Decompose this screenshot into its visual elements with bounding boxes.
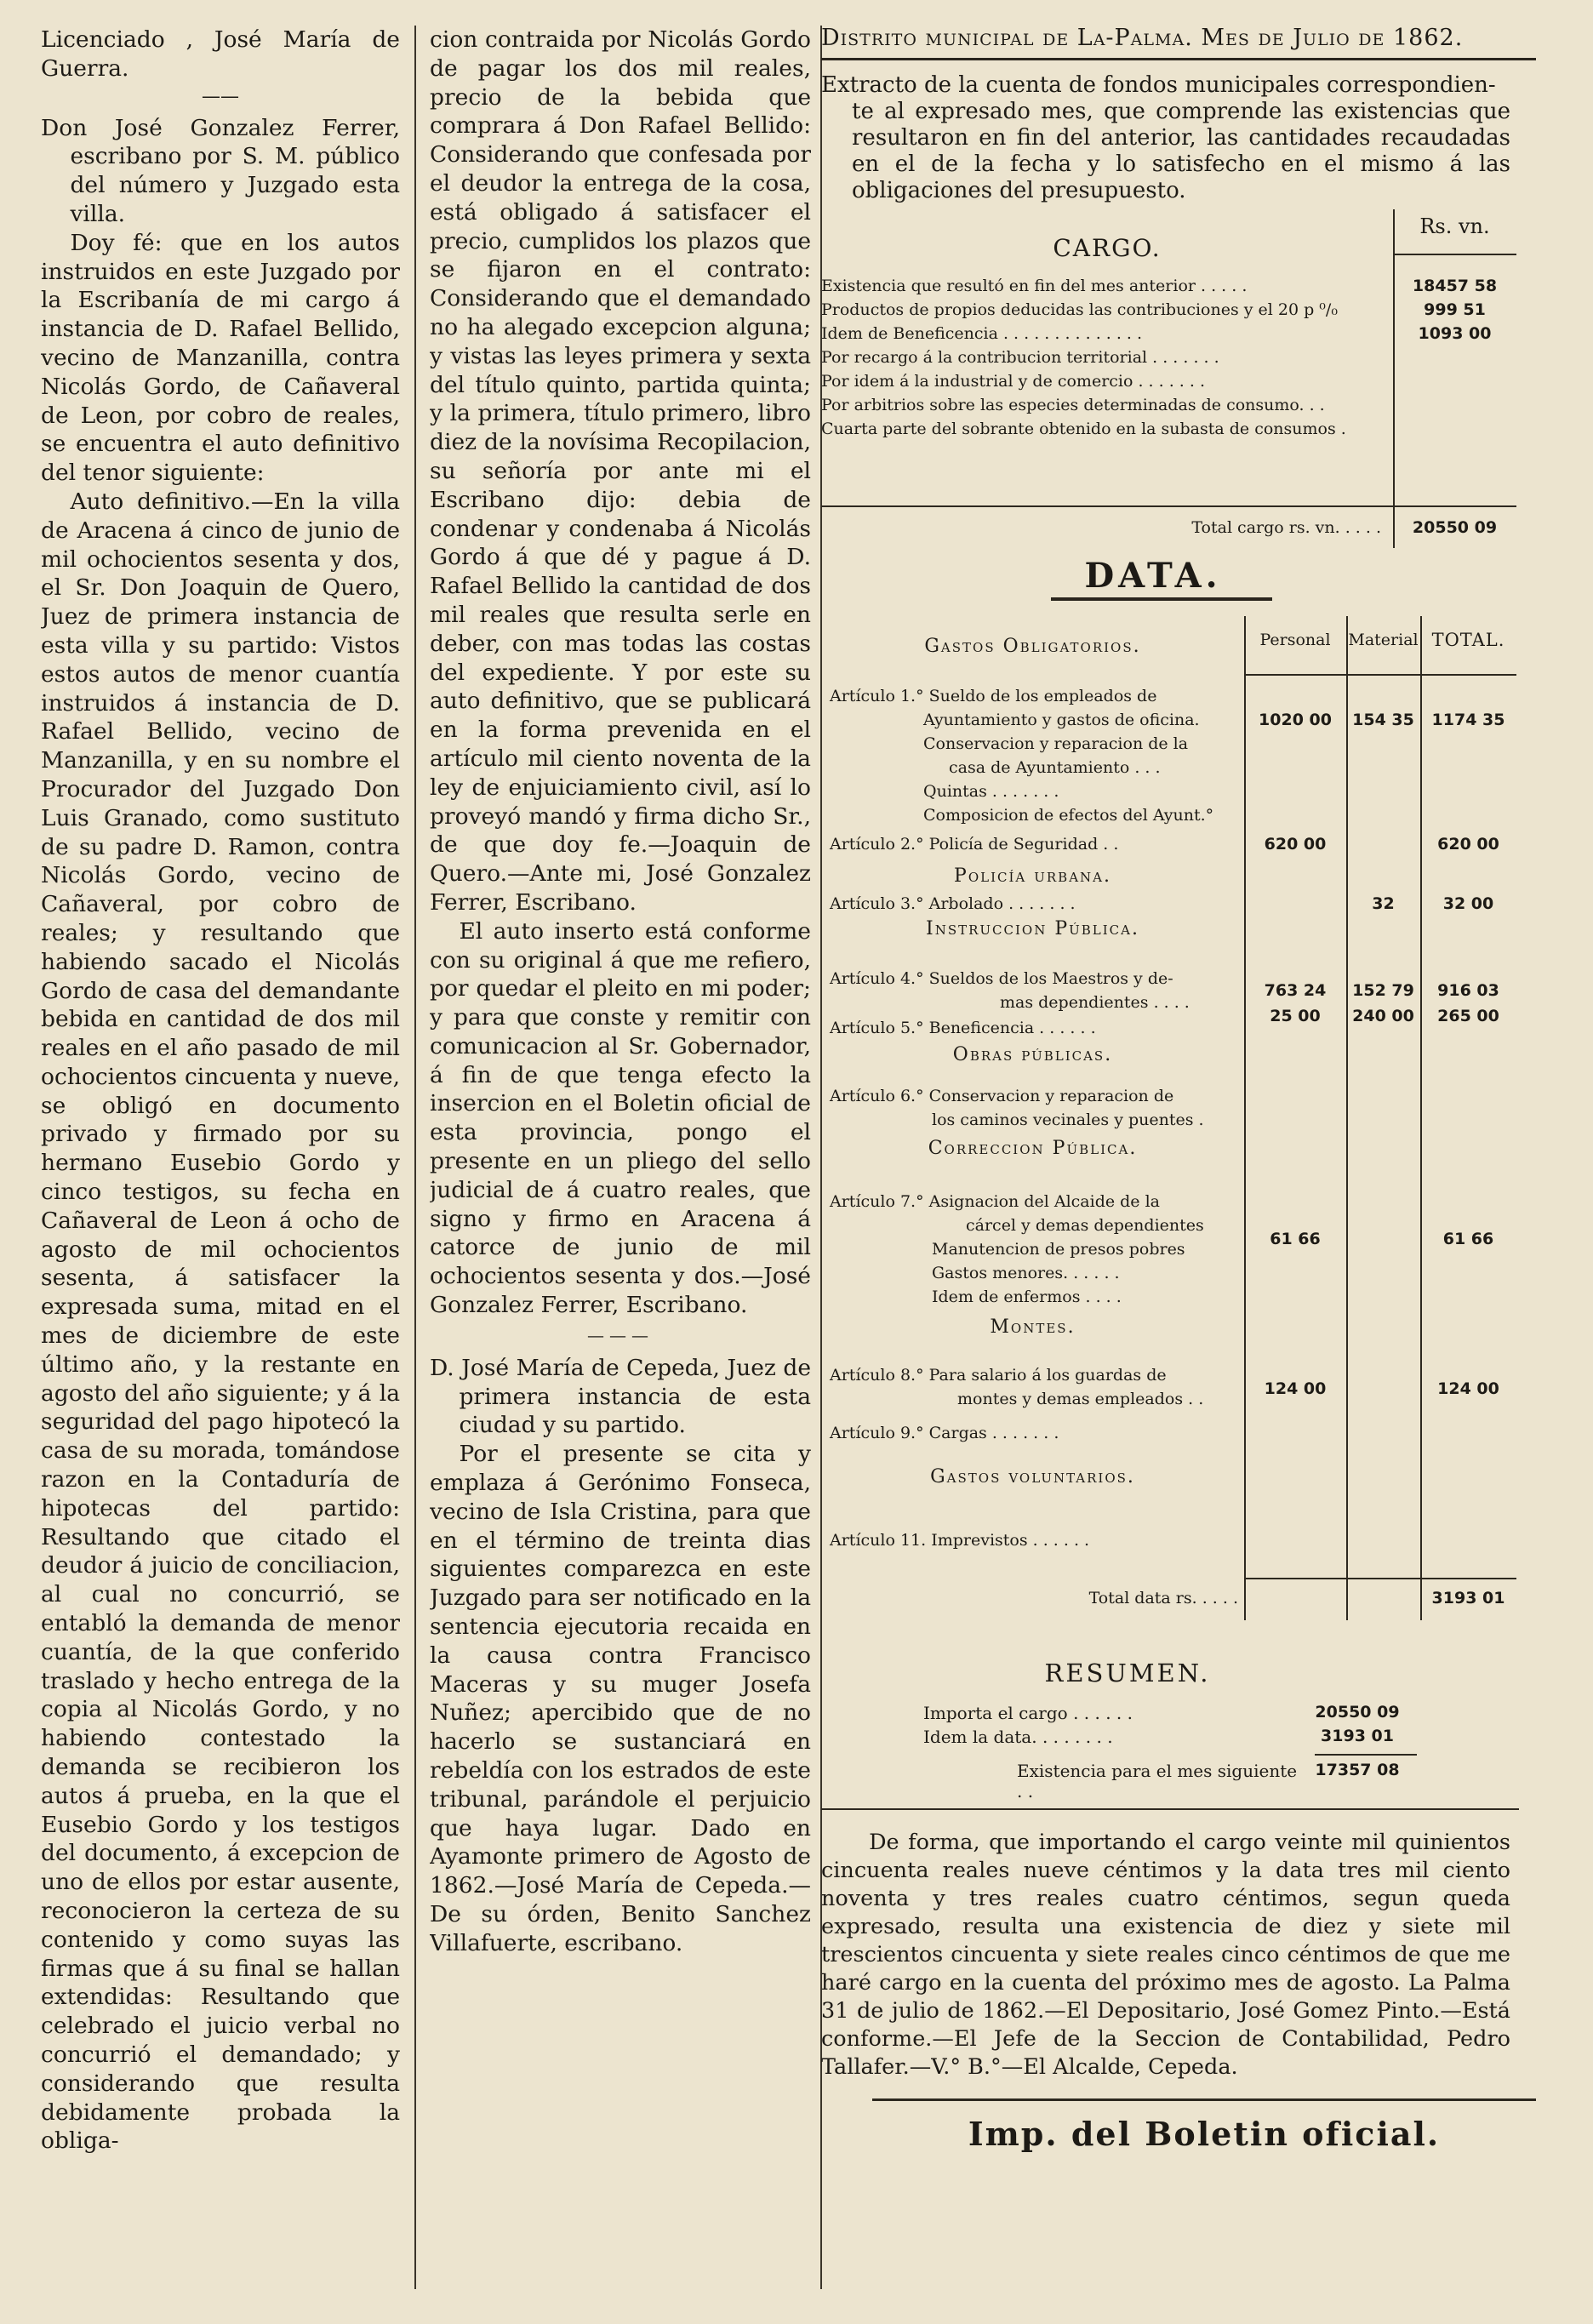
article-4 (830, 967, 1242, 1014)
article-1-total: 1174 35 (1431, 711, 1505, 729)
article-2-personal: 620 00 (1264, 835, 1327, 854)
article-5-total: 265 00 (1437, 1007, 1499, 1025)
resumen-existencia-label: Existencia para el mes siguiente . . (1017, 1761, 1298, 1802)
left-column (41, 26, 400, 2306)
article-3-total: 32 00 (1442, 894, 1494, 913)
article-7-total: 61 66 (1442, 1230, 1494, 1248)
notice-heading-rest: escribano por S. M. público del número y Juzgado esta villa. (70, 143, 400, 227)
paragraph-auto-inserto: El auto inserto está conforme con su original á que me refiero, por quedar el pleito en mi poder; y para que conste y remitir con comunicacion al Sr. Gobernador, á fin de que tenga efecto la insercion en el Boletin oficial de esta provincia, pongo el presente en un pliego del sello judicial de á cuatro reales, que signo y firmo en Aracena á catorce de junio de mil ochocientos sesenta y dos.—José Gonzalez Ferrer, Escribano. (430, 917, 811, 1319)
article-1 (830, 684, 1242, 827)
article-1-line1: Artículo 1.° Sueldo de los empleados de (830, 687, 1157, 705)
article-6-line1: Artículo 6.° Conservacion y reparacion de (830, 1087, 1174, 1105)
article-7-line3: Manutencion de presos pobres (932, 1240, 1185, 1259)
material-heading: Material (1348, 631, 1419, 649)
title-rule (1051, 597, 1272, 601)
article-11: Artículo 11. Imprevistos . . . . . . (830, 1531, 1090, 1550)
intro-rest: te al expresado mes, que comprende las existencias que resultaron en fin del anterior, las cantidades recaudadas en el de la fecha y lo satisfecho en el mismo á las obligaciones del presupuesto. (852, 99, 1510, 203)
resumen-existencia-value: 17357 08 (1315, 1761, 1400, 1779)
cargo-row-desc: Por arbitrios sobre las especies determinadas de consumo. . . (821, 396, 1325, 414)
cargo-row-desc: Por recargo á la contribucion territorial . . . . . . . (821, 348, 1219, 367)
account-intro (821, 72, 1510, 204)
montes-heading: Montes. (990, 1316, 1076, 1338)
instruccion-publica-heading: Instruccion Pública. (926, 918, 1139, 939)
data-total-value: 3193 01 (1431, 1589, 1505, 1607)
article-1-line6: Composicion de efectos del Ayunt.° (923, 806, 1214, 825)
article-8-line1: Artículo 8.° Para salario á los guardas de (830, 1366, 1167, 1385)
article-5-personal: 25 00 (1270, 1007, 1321, 1025)
cargo-row (821, 393, 1516, 417)
article-3: Artículo 3.° Arbolado . . . . . . . (830, 894, 1076, 913)
cargo-row-desc: Cuarta parte del sobrante obtenido en la subasta de consumos . (821, 420, 1346, 438)
right-column (821, 24, 1553, 2304)
article-8-personal: 124 00 (1264, 1379, 1327, 1398)
article-8 (830, 1363, 1242, 1411)
closing-paragraph: De forma, que importando el cargo veinte mil quinientos cincuenta reales nueve céntimos y la data tres mil ciento noventa y tres reales cuatro céntimos, segun queda expresado, resulta una existencia de diez y siete mil trescientos cincuenta y siete reales cinco céntimos de que me haré cargo en la cuenta del próximo mes de agosto. La Palma 31 de julio de 1862.—El Depositario, José Gomez Pinto.—Está conforme.—El Jefe de la Seccion de Contabilidad, Pedro Tallafer.—V.° B.°—El Alcalde, Cepeda. (821, 1830, 1510, 2080)
middle-column (430, 26, 811, 2306)
article-4-material: 152 79 (1352, 981, 1414, 1000)
cargo-total-value: 20550 09 (1412, 518, 1498, 537)
article-7-line1: Artículo 7.° Asignacion del Alcaide de la (830, 1192, 1160, 1211)
intro-first-line: Extracto de la cuenta de fondos municipales correspondien- (821, 72, 1496, 98)
cargo-row (821, 298, 1516, 322)
article-7-line5: Idem de enfermos . . . . (932, 1288, 1122, 1306)
resumen-title: RESUMEN. (1044, 1659, 1211, 1687)
section-rule (821, 1808, 1519, 1810)
resumen-rule (1315, 1754, 1417, 1756)
article-1-line2: Ayuntamiento y gastos de oficina. (923, 711, 1200, 729)
personal-heading: Personal (1259, 631, 1331, 649)
notice-heading-rest: Juez de primera instancia de esta ciudad y su partido. (459, 1354, 811, 1439)
article-8-total: 124 00 (1437, 1379, 1499, 1398)
cargo-column-head: Rs. vn. (1419, 214, 1490, 238)
imprint: Imp. del Boletin oficial. (968, 2115, 1441, 2153)
notice-heading-first: Don José Gonzalez Ferrer, (41, 114, 400, 141)
policia-urbana-heading: Policía urbana. (954, 865, 1111, 887)
correccion-publica-heading: Correccion Pública. (928, 1138, 1138, 1159)
paragraph-continuation: cion contraida por Nicolás Gordo de pagar los dos mil reales, precio de la bebida que comprara á Don Rafael Bellido: Considerando que confesada por el deudor la entrega de la cosa, está obligado á satisfacer el precio, cumplidos los plazos que se fijaron en el contrato: Considerando que el demandado no ha alegado excepcion alguna; y vistas las leyes primera y sexta del título quinto, partida quinta; y la primera, título primero, libro diez de la novísima Recopilacion, su señoría por ante mi el Escribano dijo: debia de condenar y condenaba á Nicolás Gordo á que dé y pague á D. Rafael Bellido la cantidad de dos mil reales que resulta serle en deber, con mas todas las costas del expediente. Y por este su auto definitivo, que se publicará en la forma prevenida en el artículo mil ciento noventa de la ley de enjuiciamiento civil, así lo proveyó mandó y firma dicho Sr., de que doy fe.—Joaquin de Quero.—Ante mi, José Gonzalez Ferrer, Escribano. (430, 26, 811, 916)
article-7 (830, 1190, 1242, 1309)
article-7-line4: Gastos menores. . . . . . (932, 1264, 1120, 1282)
obras-publicas-heading: Obras públicas. (952, 1044, 1113, 1065)
cargo-rows (821, 274, 1516, 441)
resumen-data-value: 3193 01 (1321, 1727, 1394, 1745)
paragraph-auto-definitivo: Auto definitivo.—En la villa de Aracena á cinco de junio de mil ochocientos sesenta y dos, el Sr. Don Joaquin de Quero, Juez de primera instancia de esta villa y su partido: Vistos estos autos de menor cuantía instruidos á instancia de D. Rafael Bellido, vecino de Manzanilla, y en su nombre el Procurador del Juzgado Don Luis Granado, como sustituto de su padre D. Ramon, contra Nicolás Gordo, vecino de Cañaveral, por cobro de reales; y resultando que habiendo sacado el Nicolás Gordo de casa del demandante bebida en cantidad de dos mil reales en el año pasado de mil ochocientos cincuenta y nueve, se obligó en documento privado y firmado por su hermano Eusebio Gordo y cinco testigos, su fecha en Cañaveral de Leon á ocho de agosto de mil ochocientos sesenta, á satisfacer la expresada suma, mitad en el mes de diciembre de este último año, y la restante en agosto del año siguiente; y á la seguridad del pago hipotecó la casa de su morada, tomándose razon en la Contaduría de hipotecas del partido: Resultando que citado el deudor á juicio de conciliacion, al cual no concurrió, se entabló la demanda de menor cuantía, de la que conferido traslado y hecho entrega de la copia al Nicolás Gordo, y no habiendo contestado la demanda se recibieron los autos á prueba, en la que el Eusebio Gordo y los testigos del documento, á excepcion de uno de ellos por estar ausente, reconocieron la certeza de su contenido y como suyas las firmas que á su final se hallan extendidas: Resultando que celebrado el juicio verbal no concurrió el demandado; y considerando que resulta debidamente probada la obliga- (41, 488, 400, 2155)
data-total-label: Total data rs. . . . . (1088, 1589, 1238, 1607)
total-heading: TOTAL. (1431, 630, 1505, 650)
cargo-row-value: 1093 00 (1418, 324, 1492, 343)
article-1-line3: Conservacion y reparacion de la (923, 734, 1189, 753)
data-col-rule (1346, 616, 1348, 1620)
cargo-row-value: 18457 58 (1412, 277, 1498, 295)
notice-heading-first: D. José María de Cepeda, (430, 1354, 720, 1381)
article-1-line5: Quintas . . . . . . . (923, 782, 1059, 801)
data-title: DATA. (1084, 556, 1222, 596)
signature-guerra: Licenciado , José María de Guerra. (41, 26, 400, 82)
resumen-data-label: Idem la data. . . . . . . . (923, 1727, 1113, 1747)
cargo-row (821, 322, 1516, 345)
article-6-line2: los caminos vecinales y puentes . (932, 1111, 1204, 1129)
article-1-material: 154 35 (1352, 711, 1414, 729)
cargo-row-desc: Por idem á la industrial y de comercio . . . . . . . (821, 372, 1205, 391)
cargo-table (821, 206, 1527, 555)
article-5-material: 240 00 (1352, 1007, 1414, 1025)
cargo-row (821, 369, 1516, 393)
cargo-row-desc: Existencia que resultó en fin del mes anterior . . . . . (821, 277, 1248, 295)
divider: ——— (587, 1324, 654, 1345)
imprint-rule (872, 2098, 1536, 2101)
article-3-material: 32 (1372, 894, 1395, 913)
article-1-personal: 1020 00 (1259, 711, 1332, 729)
cargo-row-value: 999 51 (1424, 300, 1486, 319)
cargo-head-rule (1393, 254, 1516, 255)
header-rule (821, 58, 1536, 60)
cargo-title: CARGO. (1053, 234, 1162, 262)
article-4-total: 916 03 (1437, 981, 1499, 1000)
cargo-row-desc: Productos de propios deducidas las contribuciones y el 20 p ⁰/₀ (821, 300, 1338, 319)
gastos-obligatorios-heading: Gastos Obligatorios. (924, 636, 1141, 657)
paragraph-emplazamiento: Por el presente se cita y emplaza á Gerónimo Fonseca, vecino de Isla Cristina, para que en el término de treinta dias siguientes comparezca en este Juzgado para ser notificado en la sentencia ejecutoria recaida en la causa contra Francisco Maceras y su muger Josefa Nuñez; apercibido que de no hacerlo se sustanciará en rebeldía con los estrados de este tribunal, parándole el perjuicio que haya lugar. Dado en Ayamonte primero de Agosto de 1862.—José María de Cepeda.—De su órden, Benito Sanchez Villafuerte, escribano. (430, 1441, 811, 1956)
article-2: Artículo 2.° Policía de Seguridad . . (830, 835, 1119, 854)
notice-heading-cepeda (430, 1354, 811, 1440)
article-1-line4: casa de Ayuntamiento . . . (949, 758, 1161, 777)
data-table (821, 616, 1527, 1659)
article-8-line2: montes y demas empleados . . (957, 1390, 1204, 1408)
paragraph-doy-fe: Doy fé: que en los autos instruidos en este Juzgado por la Escribanía de mi cargo á instancia de D. Rafael Bellido, vecino de Manzanilla, contra Nicolás Gordo, de Cañaveral de Leon, por cobro de reales, se encuentra el auto definitivo del tenor siguiente: (41, 229, 400, 487)
resumen-cargo-label: Importa el cargo . . . . . . (923, 1703, 1133, 1723)
cargo-total-rule (821, 505, 1516, 507)
column-rule (414, 26, 416, 2289)
notice-heading-gonzalez (41, 114, 400, 229)
gastos-voluntarios-heading: Gastos voluntarios. (930, 1466, 1135, 1487)
resumen-cargo-value: 20550 09 (1315, 1703, 1400, 1722)
article-2-total: 620 00 (1437, 835, 1499, 854)
cargo-row (821, 274, 1516, 298)
divider: —— (202, 85, 239, 107)
cargo-row (821, 417, 1516, 441)
article-7-line2: cárcel y demas dependientes (966, 1216, 1204, 1235)
article-6 (830, 1084, 1242, 1132)
article-4-line2: mas dependientes . . . . (1000, 993, 1190, 1012)
data-head-rule (1244, 674, 1516, 676)
article-4-line1: Artículo 4.° Sueldos de los Maestros y de- (830, 969, 1173, 988)
article-5: Artículo 5.° Beneficencia . . . . . . (830, 1019, 1096, 1037)
data-col-rule (1420, 616, 1422, 1620)
cargo-row (821, 345, 1516, 369)
district-header: Distrito municipal de La-Palma. Mes de Julio de 1862. (821, 25, 1464, 51)
resumen-block (821, 1659, 1527, 1802)
cargo-row-desc: Idem de Beneficencia . . . . . . . . . . . . . . (821, 324, 1143, 343)
article-7-personal: 61 66 (1270, 1230, 1321, 1248)
cargo-total-row (821, 516, 1516, 540)
article-9: Artículo 9.° Cargas . . . . . . . (830, 1424, 1059, 1442)
article-4-personal: 763 24 (1264, 981, 1327, 1000)
data-col-rule (1244, 616, 1246, 1620)
data-total-rule (1244, 1578, 1516, 1579)
cargo-total-label: Total cargo rs. vn. . . . . (1191, 518, 1381, 537)
